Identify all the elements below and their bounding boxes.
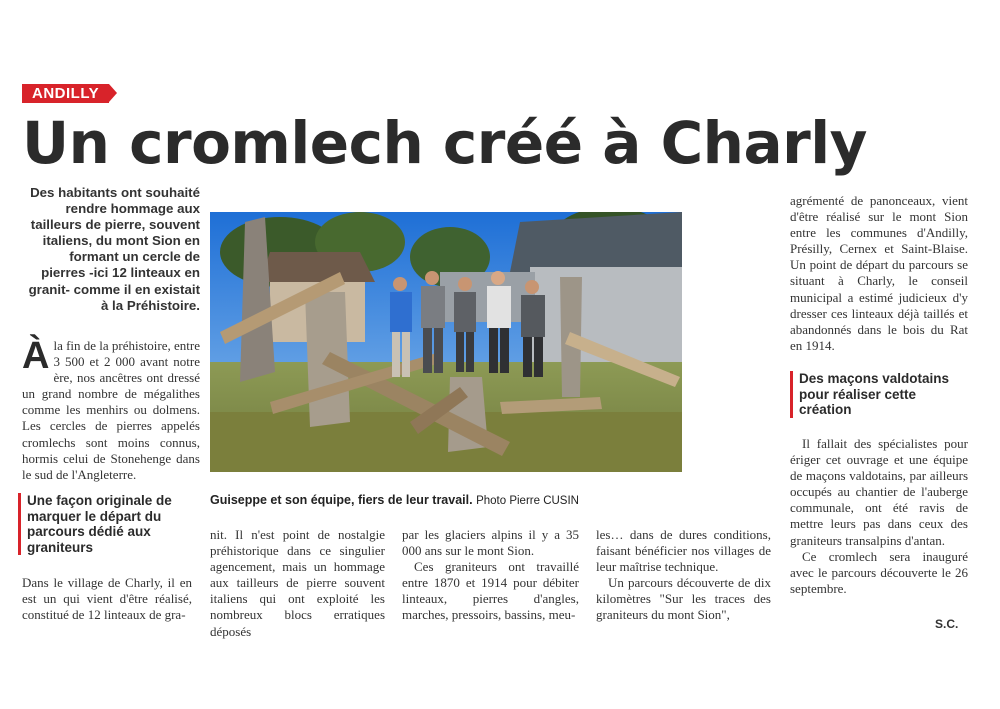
column-2-text: nit. Il n'est point de nostalgie préhistorique dans ce singulier agencement, mais un hommage aux tailleurs de pierre souvent italiens qui ont exploité les nombreux blocs erratiques déposés xyxy=(210,527,385,639)
headline: Un cromlech créé à Charly xyxy=(22,109,867,177)
intro-paragraph xyxy=(22,335,201,483)
column-4-para-2: Un parcours découverte de dix kilomètres "Sur les traces des graniteurs du mont Sion", xyxy=(596,575,771,623)
column-5-para-3: Ce cromlech sera inauguré avec le parcours découverte le 26 septembre. xyxy=(790,548,968,596)
column-3-para-2: Ces graniteurs ont travaillé entre 1870 et 1914 pour débiter linteaux, pierres d'angles, marches, pressoirs, bassins, meu- xyxy=(402,559,579,623)
column-5-para-2: Il fallait des spécialistes pour ériger cet ouvrage et une équipe de maçons valdotains, par ailleurs occupés au chantier de l'auberge communale, ont été ravis de mettre leurs pas dans ceux des graniteurs transalpins d'antan. xyxy=(790,436,968,548)
article-photo xyxy=(210,212,682,472)
signature: S.C. xyxy=(935,617,959,631)
photo-credit: Photo Pierre CUSIN xyxy=(476,495,579,507)
lead-paragraph: Des habitants ont souhaité rendre hommage aux tailleurs de pierre, souvent italiens, du mont Sion en formant un cercle de pierres -ici 12 linteaux en granit- comme il en existait à la Préhistoire. xyxy=(28,185,200,313)
column-5-text: agrémenté de panonceaux, vient d'être réalisé sur le mont Sion entre les communes d'Andilly, Présilly, Cernex et Saint-Blaise. Un point de départ du parcours se situant à Charly, le conseil municipal a estimé judicieux d'y dresser ces linteaux déjà taillés et abandonnés dans le bois du Rat en 1914. xyxy=(790,193,968,353)
column-4-text xyxy=(596,527,771,624)
column-1-text: Dans le village de Charly, il en est un qui vient d'être réalisé, constitué de 12 linteaux de gra- xyxy=(22,575,192,623)
column-3-text xyxy=(402,527,579,624)
section-tag: ANDILLY xyxy=(22,84,109,103)
column-4-para-1: les… dans de dures conditions, faisant bénéficier nos villages de leur maîtrise technique. xyxy=(596,527,771,575)
column-5-text-b xyxy=(790,436,968,597)
caption-text: Guiseppe et son équipe, fiers de leur travail. xyxy=(210,493,473,507)
intro-text: la fin de la préhistoire, entre 3 500 et 2 000 avant notre ère, nos ancêtres ont dressé un grand nombre de mégalithes comme les menhirs ou dolmens. Les cercles de pierres appelés cromlechs sont moins connus, hormis celui de Stonehenge dans le sud de l'Angleterre. xyxy=(22,338,201,482)
photo-caption xyxy=(210,493,579,507)
column-3-para-1: par les glaciers alpins il y a 35 000 ans sur le mont Sion. xyxy=(402,527,579,559)
drop-cap: À xyxy=(22,335,50,377)
subhead-graniteurs: Une façon originale de marquer le départ du parcours dédié aux graniteurs xyxy=(18,493,187,555)
cromlech-photo-illustration xyxy=(210,212,682,472)
subhead-macons: Des maçons valdotains pour réaliser cette création xyxy=(790,371,959,418)
